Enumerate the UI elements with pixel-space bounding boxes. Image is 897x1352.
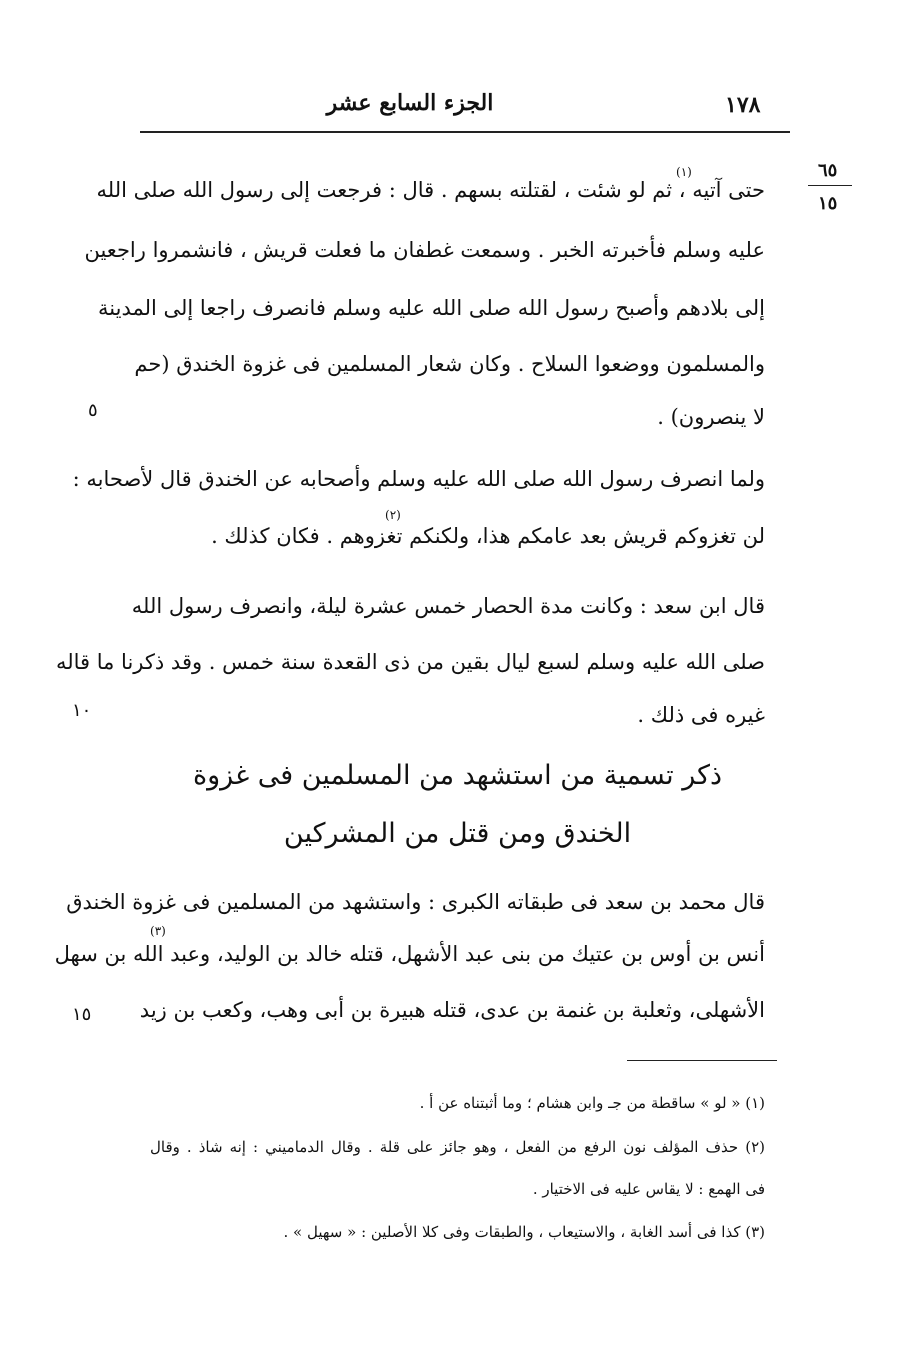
footnote-ref-3: (٣) bbox=[150, 924, 166, 938]
footnote-3: (٣) كذا فى أسد الغابة ، والاستيعاب ، والطبقات وفى كلا الأصلين : « سهيل » . bbox=[283, 1223, 765, 1241]
margin-fraction-rule bbox=[808, 185, 852, 186]
p4-line-2: أنس بن أوس بن عتيك من بنى عبد الأشهل، قتله خالد بن الوليد، وعبد الله بن سهل bbox=[54, 942, 765, 966]
header-rule bbox=[140, 131, 790, 133]
section-heading-line-2: الخندق ومن قتل من المشركين bbox=[283, 818, 632, 849]
footnote-rule bbox=[627, 1060, 777, 1061]
footnote-2-line-2: فى الهمع : لا يقاس عليه فى الاختيار . bbox=[532, 1180, 765, 1198]
p1-line-1: حتى آتيه ، ثم لو شئت ، لقتلته بسهم . قال : فرجعت إلى رسول الله صلى الله bbox=[96, 178, 765, 202]
p3-line-3: غيره فى ذلك . bbox=[637, 703, 765, 727]
footnote-1: (١) « لو » ساقطة من جـ وابن هشام ؛ وما أثبتناه عن أ . bbox=[419, 1094, 765, 1112]
line-number-15: ١٥ bbox=[72, 1004, 92, 1025]
line-number-10: ١٠ bbox=[72, 700, 92, 721]
running-title: الجزء السابع عشر bbox=[326, 90, 494, 116]
p1-line-4: والمسلمون ووضعوا السلاح . وكان شعار المسلمين فى غزوة الخندق (حم bbox=[134, 352, 765, 376]
p3-line-1: قال ابن سعد : وكانت مدة الحصار خمس عشرة ليلة، وانصرف رسول الله bbox=[131, 594, 765, 618]
page-number: ١٧٨ bbox=[725, 92, 761, 118]
p2-line-2: لن تغزوكم قريش بعد عامكم هذا، ولكنكم تغزوهم . فكان كذلك . bbox=[211, 524, 765, 548]
line-number-5: ٥ bbox=[88, 400, 98, 421]
p4-line-1: قال محمد بن سعد فى طبقاته الكبرى : واستشهد من المسلمين فى غزوة الخندق bbox=[66, 890, 765, 914]
footnote-2-line-1: (٢) حذف المؤلف نون الرفع من الفعل ، وهو جائز على قلة . وقال الدماميني : إنه شاذ . وقال bbox=[150, 1138, 765, 1156]
p2-line-1: ولما انصرف رسول الله صلى الله عليه وسلم وأصحابه عن الخندق قال لأصحابه : bbox=[72, 467, 765, 491]
margin-source-page-bottom: ١٥ bbox=[818, 193, 838, 214]
p3-line-2: صلى الله عليه وسلم لسبع ليال بقين من ذى القعدة سنة خمس . وقد ذكرنا ما قاله bbox=[55, 650, 765, 674]
section-heading-line-1: ذكر تسمية من استشهد من المسلمين فى غزوة bbox=[193, 760, 722, 791]
p4-line-3: الأشهلى، وثعلبة بن غنمة بن عدى، قتله هبيرة بن أبى وهب، وكعب بن زيد bbox=[139, 998, 765, 1022]
footnote-ref-1: (١) bbox=[676, 165, 692, 179]
margin-source-page-top: ٦٥ bbox=[818, 160, 838, 181]
p1-line-5: لا ينصرون) . bbox=[657, 405, 765, 429]
p1-line-2: عليه وسلم فأخبرته الخبر . وسمعت غطفان ما فعلت قريش ، فانشمروا راجعين bbox=[84, 238, 765, 262]
footnote-ref-2: (٢) bbox=[385, 508, 401, 522]
p1-line-3: إلى بلادهم وأصبح رسول الله صلى الله عليه وسلم فانصرف راجعا إلى المدينة bbox=[98, 296, 765, 320]
